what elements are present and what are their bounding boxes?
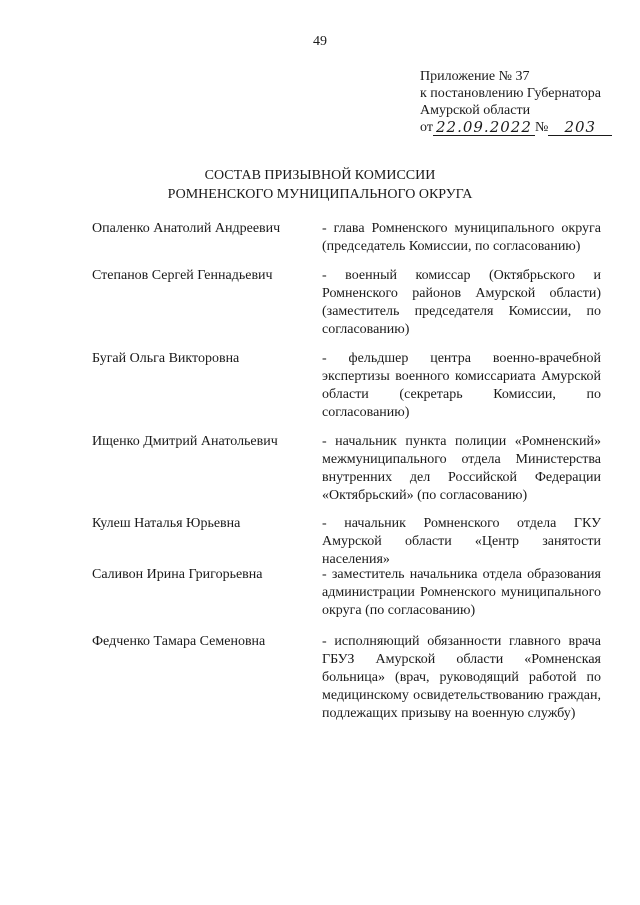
member-role: - фельдшер центра военно-врачебной экспертизы военного комиссариата Амурской области (секретарь Комиссии, по согласованию) — [322, 351, 601, 420]
member-name: Федченко Тамара Семеновна — [92, 634, 266, 649]
handwritten-date: 22.09.2022 — [433, 119, 535, 136]
member-name: Опаленко Анатолий Андреевич — [92, 221, 281, 236]
appendix-decree-ref: к постановлению Губернатора — [420, 86, 601, 101]
member-role: - глава Ромненского муниципального округа (председатель Комиссии, по согласованию) — [322, 221, 601, 254]
document-title-line-2: РОМНЕНСКОГО МУНИЦИПАЛЬНОГО ОКРУГА — [167, 187, 473, 202]
appendix-title: Приложение № 37 — [420, 69, 530, 84]
document-title-line-1: СОСТАВ ПРИЗЫВНОЙ КОМИССИИ — [204, 168, 436, 183]
member-name: Саливон Ирина Григорьевна — [92, 567, 263, 582]
date-prefix: от — [420, 120, 433, 135]
number-prefix: № — [534, 120, 549, 135]
member-role: - заместитель начальника отдела образования администрации Ромненского муниципального округа (по согласованию) — [322, 567, 601, 618]
member-role: - исполняющий обязанности главного врача ГБУЗ Амурской области «Ромненская больница» (врач, руководящий работой по медицинскому освидетельствованию граждан, подлежащих призыву на военную службу) — [322, 634, 601, 721]
page-number: 49 — [313, 34, 327, 49]
member-role: - начальник пункта полиции «Ромненский» межмуниципального отдела Министерства внутренних дел Российской Федерации «Октябрьский» (по согласованию) — [322, 434, 601, 503]
appendix-header — [420, 68, 612, 136]
member-role: - военный комиссар (Октябрьского и Ромненского районов Амурской области) (заместитель председателя Комиссии, по согласованию) — [322, 268, 601, 337]
document-title — [0, 166, 640, 204]
member-name: Бугай Ольга Викторовна — [92, 351, 240, 366]
member-name: Степанов Сергей Геннадьевич — [92, 268, 273, 283]
appendix-date-number — [420, 119, 612, 136]
member-name: Кулеш Наталья Юрьевна — [92, 516, 241, 531]
appendix-region: Амурской области — [420, 103, 531, 118]
handwritten-number: 203 — [548, 119, 612, 136]
member-name: Ищенко Дмитрий Анатольевич — [92, 434, 278, 449]
member-role: - начальник Ромненского отдела ГКУ Амурской области «Центр занятости населения» — [322, 516, 601, 567]
